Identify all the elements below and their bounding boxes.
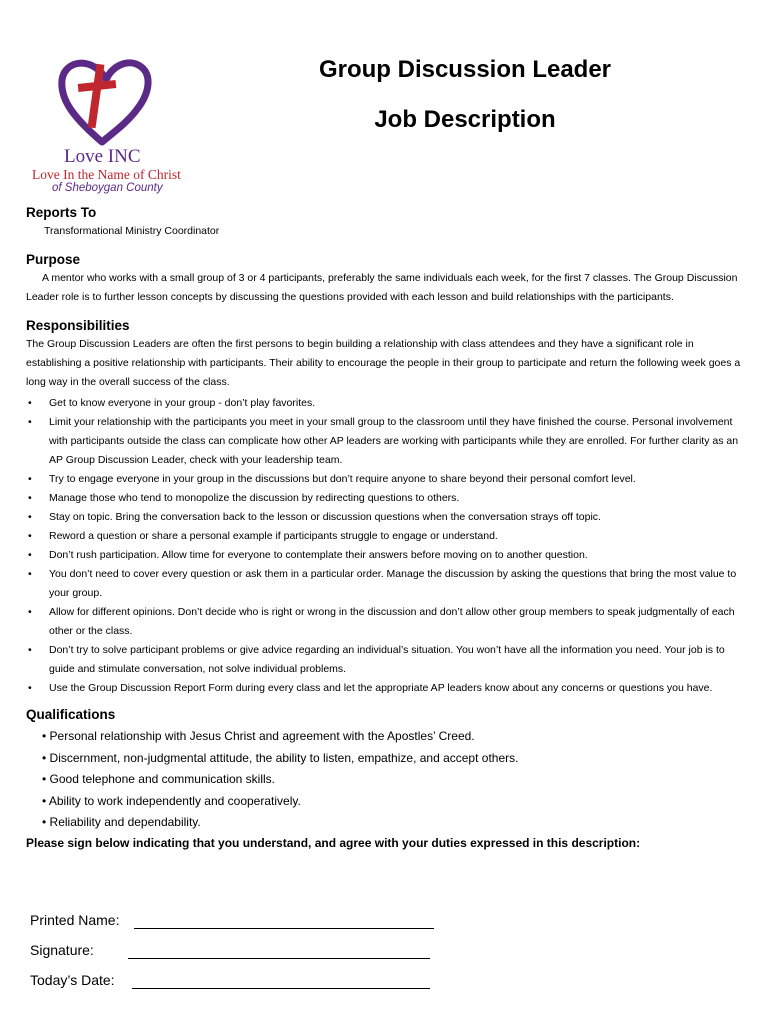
date-row xyxy=(30,972,115,988)
list-item: • Use the Group Discussion Report Form during every class and let the appropriate AP leaders know about any concerns or questions you have. xyxy=(28,682,713,694)
date-field[interactable] xyxy=(132,988,430,989)
list-item: • Don’t rush participation. Allow time for everyone to contemplate their answers before moving on to another question. xyxy=(28,549,588,561)
list-item: • Reliability and dependability. xyxy=(42,815,201,829)
purpose-text: A mentor who works with a small group of 3 or 4 participants, preferably the same individuals each week, for the first 7 classes. The Group Discussion Leader role is to further lesson concepts by discussing the questions provided with each lesson and build relationships with the participants. xyxy=(26,272,738,303)
purpose-heading: Purpose xyxy=(26,252,81,267)
list-item: • Allow for different opinions. Don’t decide who is right or wrong in the discussion and don’t allow other group members to speak judgmentally of each other or the class. xyxy=(28,606,735,637)
qualifications-list xyxy=(26,726,746,834)
list-item: • Don’t try to solve participant problems or give advice regarding an individual’s situation. You won’t have all the information you need. Your job is to guide and stimulate conversation, not solve individual problems. xyxy=(28,644,725,675)
signature-field[interactable] xyxy=(128,958,430,959)
printed-name-field[interactable] xyxy=(134,928,434,929)
qualifications-section xyxy=(26,706,746,852)
list-item: • Ability to work independently and cooperatively. xyxy=(42,793,301,808)
responsibilities-list xyxy=(26,394,746,698)
document-subtitle: Job Description xyxy=(374,106,556,133)
reports-to-text: Transformational Ministry Coordinator xyxy=(44,225,220,237)
logo-tagline: Love In the Name of Christ xyxy=(32,167,181,182)
list-item: • You don’t need to cover every question or ask them in a particular order. Manage the discussion by asking the questions that bring the most value to your group. xyxy=(28,568,737,599)
logo-name: Love INC xyxy=(64,146,141,167)
reports-to-section xyxy=(26,204,746,241)
list-item: • Discernment, non-judgmental attitude, the ability to listen, empathize, and accept others. xyxy=(42,750,519,765)
list-item: • Manage those who tend to monopolize the discussion by redirecting questions to others. xyxy=(28,492,460,504)
responsibilities-section xyxy=(26,317,746,698)
list-item: • Stay on topic. Bring the conversation back to the lesson or discussion questions when the conversation strays off topic. xyxy=(28,511,601,523)
list-item: • Personal relationship with Jesus Christ and agreement with the Apostles’ Creed. xyxy=(42,729,475,743)
signature-row xyxy=(30,942,94,958)
date-label: Today’s Date: xyxy=(30,972,115,988)
document-title: Group Discussion Leader xyxy=(318,56,612,83)
reports-to-heading: Reports To xyxy=(26,205,97,220)
document-body xyxy=(26,204,746,852)
sign-instruction: Please sign below indicating that you understand, and agree with your duties expressed in this description: xyxy=(26,835,641,850)
printed-name-row xyxy=(30,912,119,928)
list-item: • Reword a question or share a personal example if participants struggle to engage or understand. xyxy=(28,530,498,542)
list-item: • Limit your relationship with the participants you meet in your small group to the classroom until they have finished the course. Personal involvement with participants outside the class can complicate how other AP leaders are working with participants while they are enrolled. For further clarity as an AP Group Discussion Leader, check with your leadership team. xyxy=(28,416,739,466)
responsibilities-intro: The Group Discussion Leaders are often the first persons to begin building a relationship with class attendees and they have a significant role in establishing a positive relationship with participants. Their ability to encourage the people in their group to participate and return the following week goes a long way in the overall success of the class. xyxy=(26,338,741,388)
signature-label: Signature: xyxy=(30,942,94,958)
love-inc-logo xyxy=(28,56,188,196)
responsibilities-heading: Responsibilities xyxy=(26,318,130,333)
heart-cross-icon xyxy=(56,56,152,146)
printed-name-label: Printed Name: xyxy=(30,912,120,928)
list-item: • Get to know everyone in your group - don’t play favorites. xyxy=(28,397,316,409)
logo-county: of Sheboygan County xyxy=(52,182,163,194)
list-item: • Try to engage everyone in your group in the discussions but don’t require anyone to share beyond their personal comfort level. xyxy=(28,473,636,485)
purpose-section xyxy=(26,251,746,307)
qualifications-heading: Qualifications xyxy=(26,707,116,722)
list-item: • Good telephone and communication skills. xyxy=(42,772,275,786)
